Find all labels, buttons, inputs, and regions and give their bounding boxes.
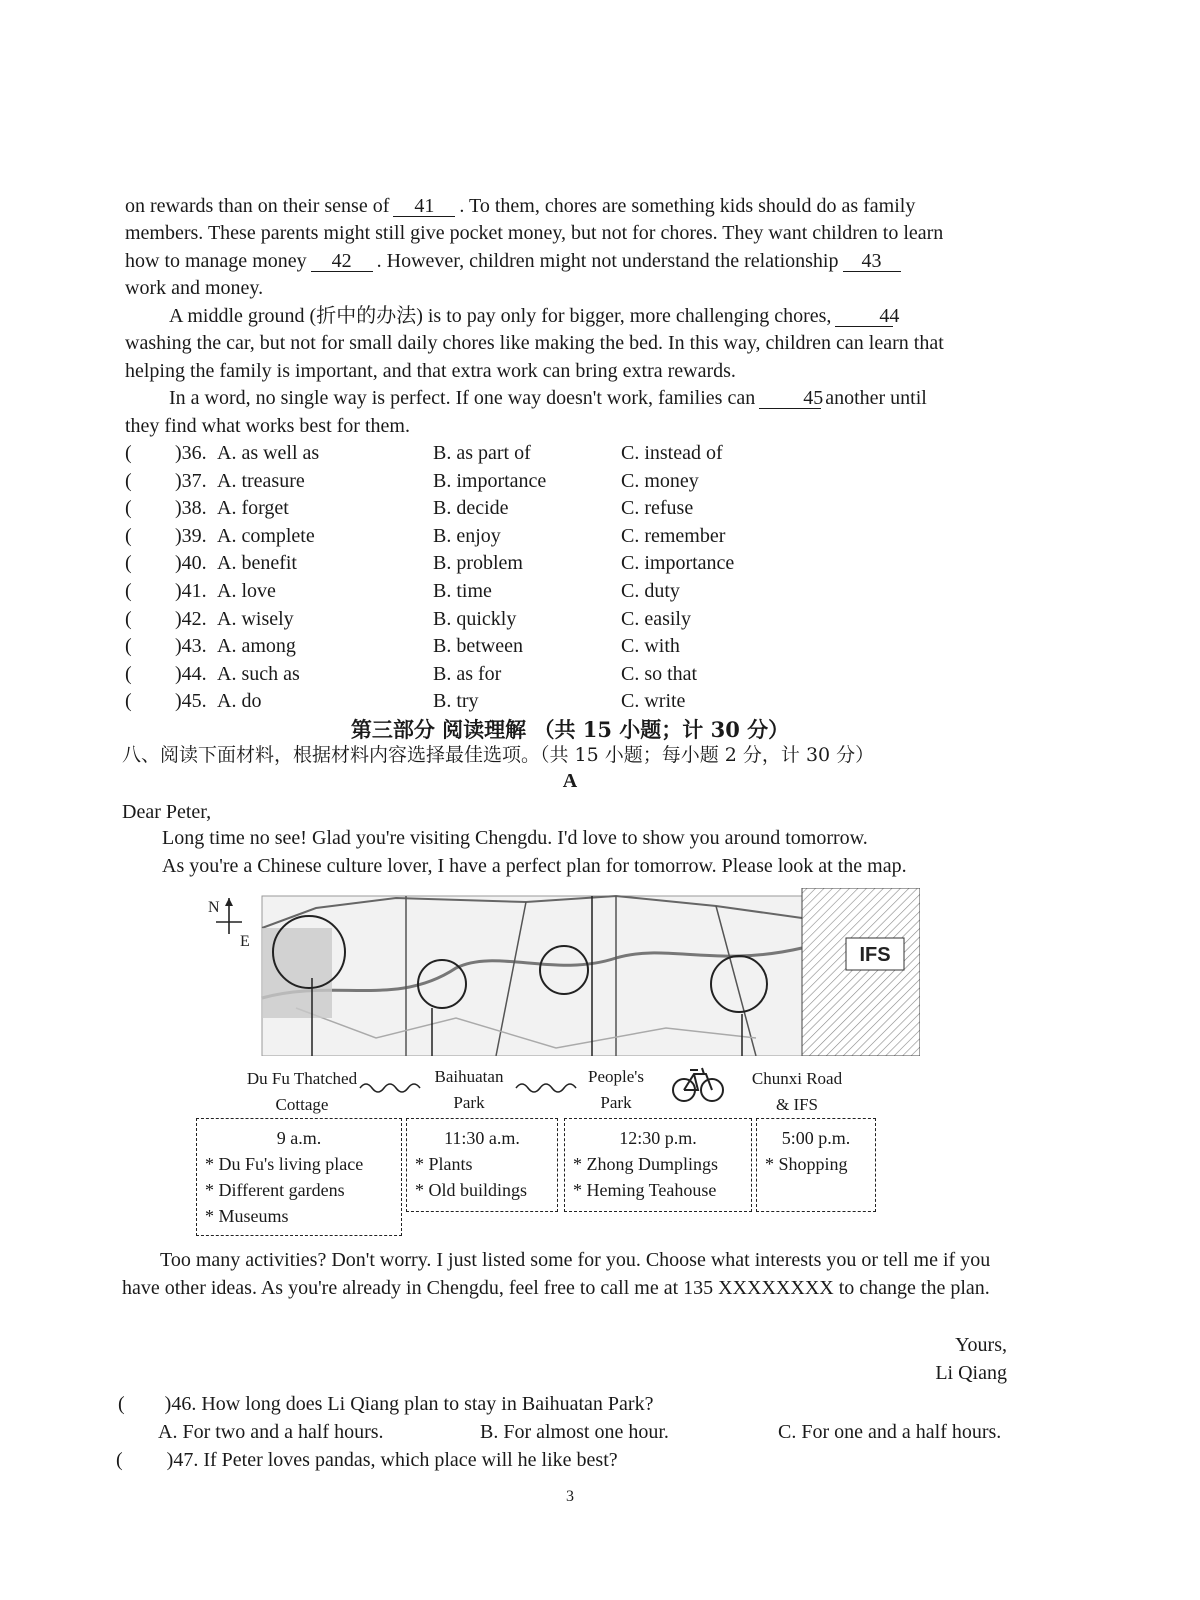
schedule-item: * Plants bbox=[415, 1154, 473, 1174]
option-row-40 bbox=[125, 550, 1000, 578]
cloze-text: A middle ground (折中的办法) is to pay only for bigger, more challenging chores, bbox=[169, 305, 832, 327]
answer-paren[interactable]: ( bbox=[125, 552, 132, 575]
letter-signature: Li Qiang bbox=[935, 1362, 1007, 1384]
map-background bbox=[262, 896, 802, 1056]
answer-paren[interactable]: ( bbox=[125, 442, 132, 464]
option-a: A. such as bbox=[217, 662, 300, 685]
option-row-37 bbox=[125, 468, 1000, 496]
question-number: )38. bbox=[175, 497, 207, 520]
option-row-42 bbox=[125, 606, 1000, 634]
schedule-item: * Old buildings bbox=[415, 1180, 528, 1200]
answer-paren[interactable]: ( bbox=[125, 607, 132, 630]
option-c: C. remember bbox=[621, 524, 726, 547]
answer-paren[interactable]: ( bbox=[125, 662, 132, 685]
option-a: A. love bbox=[217, 579, 276, 602]
stop-name-line-2: Cottage bbox=[275, 1095, 329, 1114]
option-row-38 bbox=[125, 495, 1000, 523]
schedule-time: 9 a.m. bbox=[276, 1128, 322, 1148]
stop-chunxi-road bbox=[742, 1066, 852, 1118]
schedule-item: * Museums bbox=[205, 1206, 289, 1226]
option-a: A. do bbox=[217, 690, 262, 713]
question-number: )36. bbox=[175, 442, 207, 464]
option-b: B. quickly bbox=[433, 607, 517, 630]
cloze-text: another until bbox=[825, 387, 927, 409]
answer-paren[interactable]: ( bbox=[116, 1449, 123, 1471]
option-c: C. write bbox=[621, 690, 686, 713]
passage-label: A bbox=[562, 770, 578, 792]
option-a: A. forget bbox=[217, 497, 289, 520]
option-b: B. problem bbox=[433, 552, 523, 575]
option-c: C. refuse bbox=[621, 497, 694, 520]
question-number: )45. bbox=[175, 690, 207, 713]
stop-name-line-2: & IFS bbox=[775, 1095, 819, 1114]
letter-greeting: Dear Peter, bbox=[122, 801, 212, 823]
option-a: A. wisely bbox=[217, 607, 294, 630]
blank-41: 41 bbox=[393, 196, 455, 217]
option-c: C. instead of bbox=[621, 442, 723, 464]
answer-paren[interactable]: ( bbox=[125, 635, 132, 658]
section-eight-heading: 八、阅读下面材料，根据材料内容选择最佳选项。（共 15 小题；每小题 2 分，计 30 分） bbox=[122, 744, 875, 766]
schedule-box-peoples-park bbox=[564, 1118, 752, 1212]
question-46-option-c: C. For one and a half hours. bbox=[778, 1421, 1002, 1443]
ifs-text: IFS bbox=[859, 944, 891, 966]
schedule-box-baihuatan bbox=[406, 1118, 558, 1212]
question-46-option-b: B. For almost one hour. bbox=[480, 1421, 669, 1443]
park-area bbox=[262, 928, 332, 1018]
stop-name-line-1: Chunxi Road bbox=[751, 1069, 843, 1088]
option-b: B. decide bbox=[433, 497, 509, 520]
blank-44: 44 bbox=[835, 306, 893, 327]
option-row-44 bbox=[125, 661, 1000, 689]
option-row-43 bbox=[125, 633, 1000, 661]
schedule-time: 12:30 p.m. bbox=[619, 1128, 697, 1148]
compass-east-label: E bbox=[240, 933, 250, 950]
cloze-line-5 bbox=[125, 303, 1000, 331]
answer-paren[interactable]: ( bbox=[125, 579, 132, 602]
option-row-41 bbox=[125, 578, 1000, 606]
blank-45: 45 bbox=[759, 388, 821, 409]
page-number: 3 bbox=[566, 1488, 574, 1505]
option-b: B. enjoy bbox=[433, 524, 501, 547]
stop-baihuatan-park bbox=[424, 1064, 514, 1116]
cloze-options bbox=[125, 440, 1000, 716]
schedule-box-du-fu bbox=[196, 1118, 402, 1236]
stop-peoples-park bbox=[576, 1064, 656, 1116]
cloze-line-3 bbox=[125, 248, 1000, 276]
stop-name-line-1: Baihuatan bbox=[434, 1067, 504, 1086]
option-a: A. complete bbox=[217, 524, 315, 547]
option-a: A. as well as bbox=[217, 442, 320, 464]
cloze-line-9: they find what works best for them. bbox=[125, 415, 410, 437]
blank-43: 43 bbox=[843, 251, 901, 272]
letter-paragraph-3: Too many activities? Don't worry. I just listed some for you. Choose what interests you or tell me if you have other ideas. As you're already in Chengdu, feel free to call me at 135 XXXXXXXX to change the plan. bbox=[122, 1249, 991, 1299]
cloze-text: . To them, chores are something kids should do as family bbox=[459, 195, 916, 217]
ifs-building bbox=[802, 888, 920, 1056]
schedule-item: * Shopping bbox=[765, 1154, 848, 1174]
question-47 bbox=[116, 1446, 618, 1474]
schedule-item: * Different gardens bbox=[205, 1180, 345, 1200]
question-stem: )47. If Peter loves pandas, which place will he like best? bbox=[166, 1449, 618, 1471]
letter-paragraph-2: As you're a Chinese culture lover, I have a perfect plan for tomorrow. Please look at the map. bbox=[162, 855, 907, 877]
cloze-text: how to manage money bbox=[125, 250, 307, 272]
cloze-line-7: helping the family is important, and that extra work can bring extra rewards. bbox=[125, 360, 736, 382]
schedule-item: * Zhong Dumplings bbox=[573, 1154, 719, 1174]
stop-name-line-1: Du Fu Thatched bbox=[246, 1069, 358, 1088]
schedule-item: * Du Fu's living place bbox=[205, 1154, 364, 1174]
question-46 bbox=[118, 1390, 653, 1418]
option-a: A. benefit bbox=[217, 552, 297, 575]
option-c: C. so that bbox=[621, 662, 698, 685]
option-b: B. try bbox=[433, 690, 479, 713]
schedule-time: 5:00 p.m. bbox=[781, 1128, 851, 1148]
compass-arrow-icon bbox=[225, 898, 233, 906]
cloze-text: In a word, no single way is perfect. If one way doesn't work, families can bbox=[169, 387, 756, 409]
cloze-text: on rewards than on their sense of bbox=[125, 195, 390, 217]
question-number: )37. bbox=[175, 469, 207, 492]
compass-north-label: N bbox=[208, 899, 220, 916]
cloze-line-6: washing the car, but not for small daily chores like making the bed. In this way, children can learn that bbox=[125, 332, 944, 354]
letter-closing: Yours, bbox=[955, 1334, 1007, 1356]
cloze-line-8 bbox=[125, 385, 1000, 413]
option-b: B. as part of bbox=[433, 442, 531, 464]
option-a: A. among bbox=[217, 635, 296, 658]
answer-paren[interactable]: ( bbox=[125, 497, 132, 520]
stop-name-line-2: Park bbox=[600, 1093, 632, 1112]
cloze-line-2: members. These parents might still give pocket money, but not for chores. They want children to learn bbox=[125, 222, 944, 244]
answer-paren[interactable]: ( bbox=[125, 469, 132, 492]
option-b: B. between bbox=[433, 635, 523, 658]
schedule-box-chunxi-road bbox=[756, 1118, 876, 1212]
option-row-36 bbox=[125, 440, 1000, 468]
letter-paragraph-1: Long time no see! Glad you're visiting Chengdu. I'd love to show you around tomorrow. bbox=[162, 827, 868, 849]
option-row-39 bbox=[125, 523, 1000, 551]
option-c: C. easily bbox=[621, 607, 691, 630]
option-c: C. duty bbox=[621, 579, 680, 602]
question-number: )44. bbox=[175, 662, 207, 685]
schedule-item: * Heming Teahouse bbox=[573, 1180, 717, 1200]
option-a: A. treasure bbox=[217, 469, 305, 492]
question-number: )43. bbox=[175, 635, 207, 658]
question-stem: )46. How long does Li Qiang plan to stay in Baihuatan Park? bbox=[164, 1393, 654, 1415]
bicycle-icon bbox=[673, 1068, 723, 1101]
question-number: )40. bbox=[175, 552, 207, 575]
stop-name-line-2: Park bbox=[453, 1093, 485, 1112]
option-row-45 bbox=[125, 688, 1000, 716]
chengdu-route-map bbox=[196, 888, 920, 1056]
question-number: )42. bbox=[175, 607, 207, 630]
footprints-icon bbox=[516, 1084, 576, 1092]
cloze-line-1 bbox=[125, 193, 1000, 221]
option-b: B. importance bbox=[433, 469, 547, 492]
stop-name-line-1: People's bbox=[588, 1067, 644, 1086]
answer-paren[interactable]: ( bbox=[125, 690, 132, 713]
question-46-option-a: A. For two and a half hours. bbox=[158, 1421, 384, 1443]
answer-paren[interactable]: ( bbox=[125, 524, 132, 547]
cloze-text: . However, children might not understand the relationship bbox=[376, 250, 839, 272]
blank-42: 42 bbox=[311, 251, 373, 272]
question-number: )39. bbox=[175, 524, 207, 547]
option-c: C. money bbox=[621, 469, 699, 492]
stop-du-fu-cottage bbox=[232, 1066, 372, 1118]
question-number: )41. bbox=[175, 579, 207, 602]
schedule-time: 11:30 a.m. bbox=[444, 1128, 520, 1148]
option-b: B. as for bbox=[433, 662, 502, 685]
cloze-line-4: work and money. bbox=[125, 277, 264, 299]
part-three-heading: 第三部分 阅读理解 （共 15 小题；计 30 分） bbox=[350, 717, 790, 742]
option-c: C. with bbox=[621, 635, 680, 658]
option-c: C. importance bbox=[621, 552, 735, 575]
option-b: B. time bbox=[433, 579, 492, 602]
answer-paren[interactable]: ( bbox=[118, 1393, 125, 1415]
